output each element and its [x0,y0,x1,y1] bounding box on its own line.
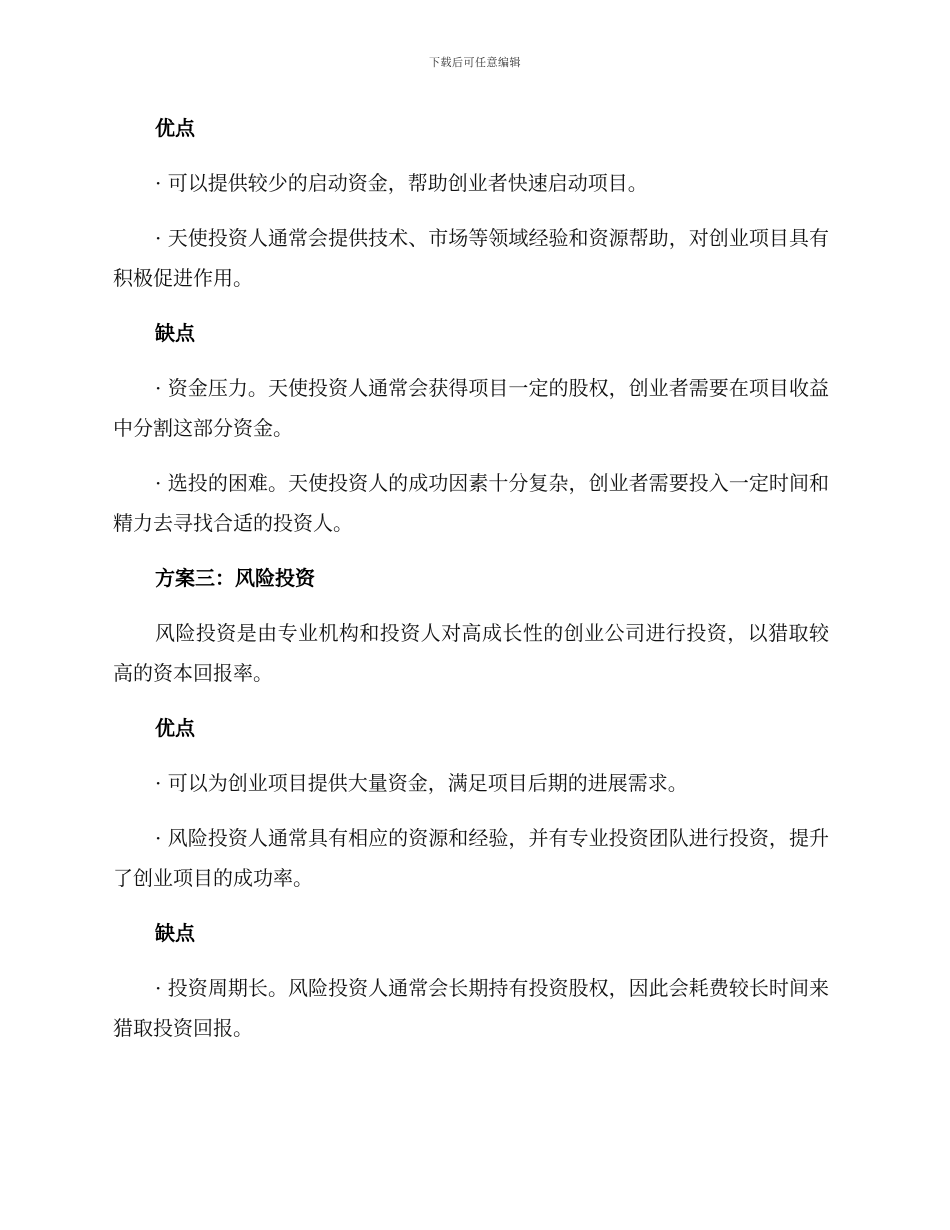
paragraph: · 可以提供较少的启动资金，帮助创业者快速启动项目。 [155,171,648,195]
page-header: 下载后可任意编辑 [429,56,521,69]
paragraph: · 资金压力。天使投资人通常会获得项目一定的股权，创业者需要在项目收益中分割这部分资金。 [113,376,829,440]
section-heading-advantages: 优点 [155,116,195,140]
paragraph: · 选投的困难。天使投资人的成功因素十分复杂，创业者需要投入一定时间和精力去寻找合适的投资人。 [113,471,829,535]
paragraph: · 投资周期长。风险投资人通常会长期持有投资股权，因此会耗费较长时间来猎取投资回报。 [113,976,829,1040]
document-body [113,108,829,1063]
section-heading-advantages: 优点 [155,716,195,740]
paragraph: · 可以为创业项目提供大量资金，满足项目后期的进展需求。 [155,771,688,795]
paragraph: · 天使投资人通常会提供技术、市场等领域经验和资源帮助，对创业项目具有积极促进作用。 [113,226,829,290]
section-heading-disadvantages: 缺点 [155,921,195,945]
paragraph: 风险投资是由专业机构和投资人对高成长性的创业公司进行投资，以猎取较高的资本回报率。 [113,621,829,685]
section-heading-disadvantages: 缺点 [155,321,195,345]
paragraph: · 风险投资人通常具有相应的资源和经验，并有专业投资团队进行投资，提升了创业项目的成功率。 [113,826,829,890]
section-heading-plan-three: 方案三：风险投资 [155,566,315,590]
